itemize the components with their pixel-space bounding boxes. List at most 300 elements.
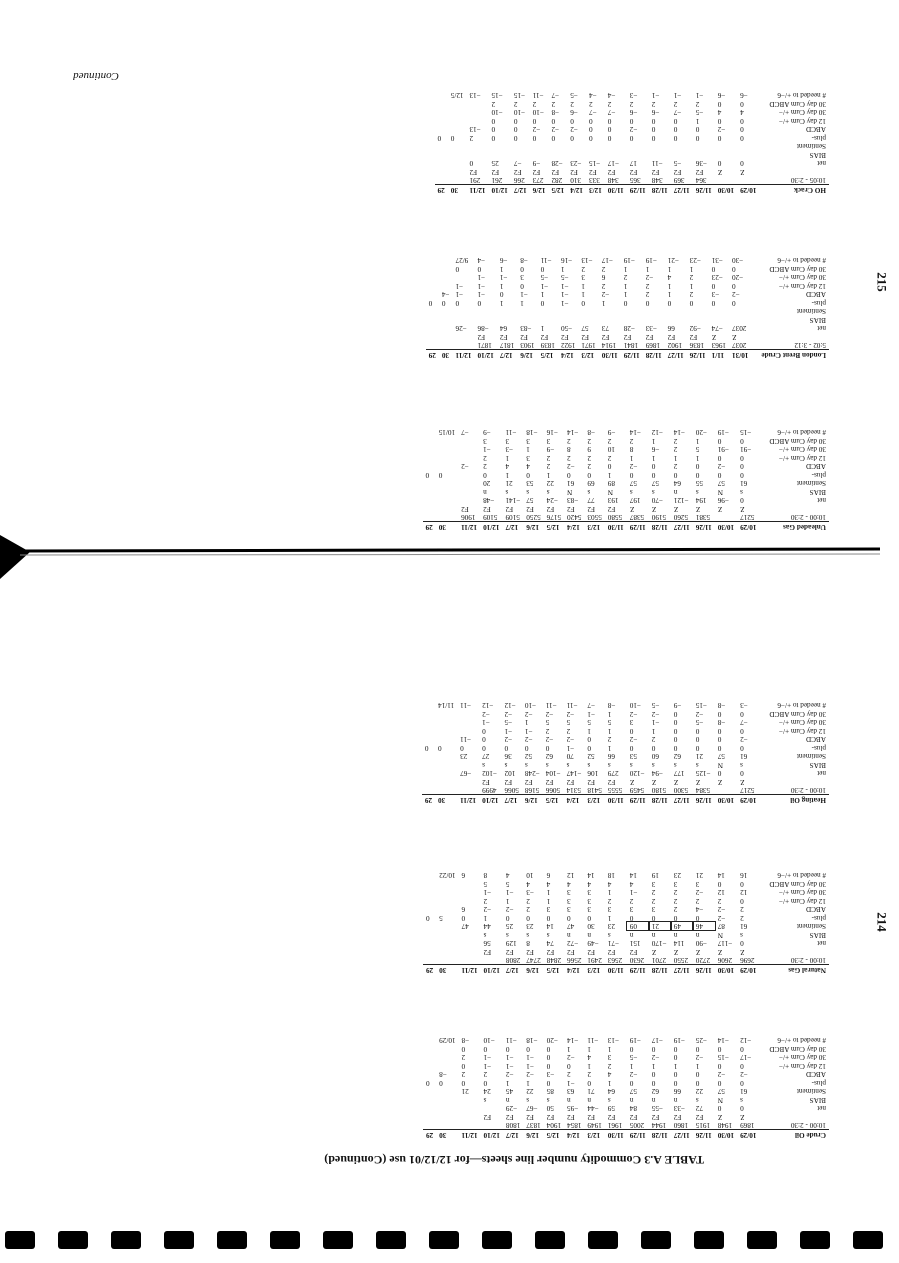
- table-cell: 3: [567, 905, 571, 914]
- date-header: 12/5: [543, 795, 564, 805]
- table-cell: Z: [673, 778, 679, 786]
- table-cell: s: [545, 761, 549, 769]
- table-cell: −13: [469, 91, 481, 100]
- table-cell: F2: [645, 333, 654, 341]
- table-cell: [538, 307, 558, 316]
- table-cell: 2: [570, 100, 574, 108]
- table-cell: −90: [695, 939, 707, 948]
- table-cell: 4: [505, 871, 510, 880]
- table-cell: 0: [587, 1079, 592, 1087]
- table-cell: [436, 888, 458, 897]
- date-header: 10/30: [715, 965, 737, 975]
- table-cell: 0: [651, 1045, 656, 1053]
- table-cell: [436, 1045, 458, 1054]
- row-label: BIAS: [809, 151, 826, 159]
- row-label: 10:00 - 2:30: [790, 786, 826, 795]
- table-cell: −2: [461, 462, 469, 471]
- table-cell: −49: [587, 939, 599, 948]
- table-cell: 0: [469, 159, 474, 168]
- table-cell: 5066: [504, 786, 519, 795]
- table-cell: [422, 710, 435, 719]
- table-cell: 0: [740, 1079, 744, 1087]
- date-header: 10/29: [737, 185, 759, 195]
- table-cell: 1: [607, 727, 612, 735]
- table-cell: Z: [651, 505, 657, 513]
- table-cell: −1: [455, 282, 464, 290]
- table-cell: 1: [520, 299, 524, 307]
- table-cell: 2: [740, 905, 744, 914]
- table-row: [423, 1087, 829, 1096]
- table-cell: [436, 462, 458, 471]
- date-header: 29: [426, 350, 439, 360]
- table-cell: [448, 151, 467, 160]
- table-cell: −1: [524, 727, 533, 735]
- table-cell: −170: [651, 939, 667, 948]
- table-cell: 2: [601, 265, 606, 273]
- table-cell: n: [483, 488, 487, 496]
- table-cell: 0: [651, 1070, 656, 1079]
- table-cell: 5: [695, 445, 700, 454]
- table-cell: −71: [607, 939, 620, 948]
- date-header: 11/27: [671, 522, 693, 532]
- table-cell: 1961: [607, 1121, 623, 1130]
- table-cell: [426, 282, 439, 291]
- table-row: [426, 256, 829, 265]
- table-cell: −6: [651, 108, 660, 117]
- table-cell: 0: [651, 471, 656, 479]
- date-header: 11/30: [605, 1130, 627, 1140]
- table-cell: [671, 151, 693, 160]
- table-cell: [511, 151, 530, 160]
- table-cell: −121: [673, 496, 689, 505]
- table-row: [423, 888, 829, 897]
- table-cell: [436, 1113, 458, 1122]
- table-row: [422, 769, 829, 778]
- tractor-hole: [588, 1231, 618, 1249]
- date-header: 10/29: [737, 965, 759, 975]
- table-cell: 0: [717, 727, 722, 735]
- table-cell: −19: [673, 1036, 686, 1045]
- header-row: [426, 350, 829, 360]
- table-cell: 21: [505, 479, 513, 488]
- table-cell: 0: [651, 462, 656, 471]
- date-header: 12/5: [538, 350, 558, 360]
- table-row: [423, 1104, 829, 1113]
- table-cell: −20: [546, 1036, 558, 1045]
- table-cell: 1854: [567, 1121, 582, 1130]
- table-cell: −10: [629, 701, 642, 710]
- table-cell: 57: [629, 479, 637, 488]
- table-cell: −9: [607, 428, 616, 437]
- table-cell: [423, 922, 436, 931]
- table-cell: [475, 316, 497, 325]
- table-cell: −23: [711, 273, 723, 282]
- date-header: 30: [435, 795, 457, 805]
- table-title: TABLE A.3 Commodity number line sheets—for 12/12/01 use (Continued): [324, 1153, 704, 1167]
- table-cell: 0: [717, 710, 722, 718]
- table-cell: s: [546, 931, 550, 939]
- table-cell: −10: [491, 108, 503, 117]
- table-cell: [436, 496, 458, 505]
- table-cell: −1: [561, 290, 569, 299]
- table-cell: 1948: [717, 1121, 733, 1130]
- table-cell: 4: [526, 880, 530, 888]
- table-cell: [436, 437, 458, 446]
- date-header: 10/30: [715, 795, 737, 805]
- table-row: [423, 462, 829, 471]
- tractor-hole: [482, 1231, 512, 1249]
- table-cell: s: [483, 931, 487, 939]
- table-cell: 3: [673, 880, 678, 888]
- table-cell: −86: [477, 324, 489, 333]
- table-cell: −7: [740, 718, 748, 727]
- date-header: 11/29: [627, 522, 649, 532]
- table-cell: [436, 1121, 458, 1130]
- table-cell: 2720: [695, 956, 711, 965]
- table-cell: 3: [651, 905, 656, 914]
- table-cell: [459, 1096, 481, 1105]
- table-cell: [435, 142, 448, 151]
- table-cell: −15: [740, 428, 752, 437]
- table-cell: 5: [607, 718, 612, 727]
- table-cell: 5260: [673, 513, 689, 522]
- tractor-hole: [853, 1231, 883, 1249]
- table-cell: [458, 488, 480, 497]
- table-cell: 0: [581, 299, 585, 307]
- table-cell: [737, 176, 759, 185]
- table-cell: 0: [629, 471, 634, 479]
- table-cell: −2: [526, 1070, 534, 1079]
- table-cell: 0: [461, 914, 466, 922]
- table-cell: −2: [717, 462, 726, 471]
- table-cell: 14: [546, 922, 554, 931]
- table-cell: 61: [740, 479, 748, 488]
- table-cell: −3: [546, 1070, 555, 1079]
- table-cell: F2: [629, 948, 638, 956]
- header-row: [435, 185, 829, 195]
- table-cell: −141: [505, 496, 521, 505]
- table-cell: −5: [695, 108, 704, 117]
- table-cell: −31: [711, 256, 723, 265]
- row-label: net: [817, 324, 826, 333]
- date-header: 12/4: [558, 350, 578, 360]
- table-cell: 5217: [740, 513, 755, 522]
- table-cell: 0: [717, 471, 722, 479]
- table-cell: s: [740, 488, 743, 496]
- table-cell: F2: [567, 505, 575, 513]
- table-cell: 0: [695, 462, 700, 471]
- table-cell: 36: [504, 752, 512, 761]
- table-cell: F2: [505, 1113, 514, 1121]
- row-label: [751, 333, 829, 342]
- table-cell: 24: [483, 1087, 491, 1096]
- table-cell: 87: [717, 922, 725, 931]
- table-cell: −4: [589, 91, 597, 100]
- table-cell: n: [567, 931, 571, 939]
- tractor-hole: [800, 1231, 830, 1249]
- table-cell: [436, 1096, 458, 1105]
- table-cell: [457, 778, 479, 787]
- table-cell: F2: [499, 333, 508, 341]
- table-cell: −2: [629, 710, 638, 718]
- table-cell: s: [651, 488, 655, 496]
- table-cell: 0: [695, 744, 700, 752]
- table-cell: F2: [483, 1113, 492, 1121]
- date-header: 30: [436, 522, 458, 532]
- table-cell: 0: [629, 727, 634, 735]
- date-header: 10/29: [737, 1130, 759, 1140]
- table-cell: −2: [651, 710, 660, 718]
- date-header: 11/28: [649, 522, 671, 532]
- date-header: 11/29: [621, 350, 643, 360]
- table-cell: 0: [740, 1104, 744, 1113]
- table-cell: 61: [740, 1087, 748, 1096]
- table-cell: 0: [695, 125, 700, 134]
- table-cell: −19: [623, 256, 635, 265]
- table-cell: −14: [629, 428, 642, 437]
- table-cell: [649, 151, 671, 160]
- table-cell: 2: [526, 897, 530, 905]
- table-cell: 57: [717, 752, 725, 761]
- table-row: [426, 324, 829, 333]
- table-cell: 1: [629, 454, 634, 462]
- date-header: 11/28: [649, 185, 671, 195]
- table-cell: s: [566, 761, 570, 769]
- date-header: 12/5: [548, 185, 567, 195]
- table-cell: 46: [693, 922, 715, 931]
- table-cell: 0: [426, 914, 430, 922]
- table-cell: −2: [717, 905, 726, 914]
- table-cell: 2: [607, 454, 612, 462]
- table-cell: −15: [589, 159, 601, 168]
- table-cell: 0: [482, 727, 486, 735]
- table-cell: 12/5: [450, 91, 464, 100]
- table-cell: −3: [711, 290, 720, 299]
- header-row: [423, 1130, 829, 1140]
- table-cell: −2: [695, 888, 704, 897]
- table-cell: −1: [561, 282, 569, 290]
- table-row: [423, 488, 829, 497]
- table-cell: 5418: [587, 786, 602, 795]
- table-cell: −2: [695, 1053, 704, 1062]
- table-cell: F2: [589, 168, 597, 176]
- commodity-name: Natural Gas: [759, 965, 829, 975]
- table-cell: −7: [461, 428, 469, 437]
- table-cell: −72: [567, 939, 579, 948]
- table-cell: 4: [667, 273, 672, 282]
- table-cell: 0: [740, 939, 744, 948]
- table-cell: 0: [717, 437, 722, 445]
- table-cell: [423, 1096, 436, 1105]
- table-cell: 71: [587, 1087, 595, 1096]
- table-cell: [426, 316, 439, 325]
- table-cell: 3: [695, 880, 700, 888]
- table-cell: 0: [546, 1053, 551, 1062]
- table-cell: [448, 159, 467, 168]
- table-cell: 2: [651, 100, 656, 108]
- table-cell: −11: [505, 1036, 517, 1045]
- table-cell: 0: [732, 265, 736, 273]
- table-cell: 0: [711, 265, 716, 273]
- commodity-name: Crude Oil: [759, 1130, 829, 1140]
- table-cell: 2037: [732, 324, 747, 333]
- table-cell: F2: [629, 1113, 638, 1121]
- table-cell: −4: [607, 91, 616, 100]
- table-cell: [459, 1121, 481, 1130]
- table-cell: 0: [717, 117, 722, 125]
- table-cell: −10: [532, 108, 544, 117]
- table-cell: [448, 168, 467, 177]
- table-cell: 4999: [482, 786, 497, 795]
- table-cell: 0: [546, 1045, 551, 1053]
- table-cell: [467, 108, 489, 117]
- table-cell: [436, 939, 458, 948]
- table-cell: −1: [483, 445, 491, 454]
- date-header: 12/11: [459, 1130, 481, 1140]
- table-cell: n: [587, 1096, 592, 1104]
- date-header: 11/30: [605, 522, 627, 532]
- table-cell: [423, 1087, 436, 1096]
- table-cell: 69: [587, 479, 595, 488]
- date-header: 12/4: [567, 185, 586, 195]
- table-cell: −102: [482, 769, 497, 778]
- table-cell: s: [740, 761, 743, 769]
- table-cell: F2: [673, 168, 682, 176]
- tractor-hole: [58, 1231, 88, 1249]
- date-header: 11/26: [687, 350, 709, 360]
- row-label: BIAS: [809, 761, 826, 769]
- row-label: plus-: [811, 134, 826, 142]
- table-cell: 1: [505, 897, 510, 905]
- table-cell: 0: [504, 744, 509, 752]
- table-cell: −7: [589, 108, 597, 117]
- table-cell: [423, 1045, 436, 1054]
- table-cell: F2: [651, 1113, 660, 1121]
- table-cell: n: [629, 1096, 634, 1104]
- table-cell: 0: [491, 125, 496, 134]
- table-row: [423, 1113, 829, 1122]
- date-header: 12/5: [544, 1130, 564, 1140]
- table-cell: s: [607, 761, 611, 769]
- table-cell: 23: [673, 871, 681, 880]
- table-cell: −1: [561, 299, 569, 307]
- tractor-hole: [5, 1231, 35, 1249]
- table-cell: 2: [589, 100, 593, 108]
- table-cell: −5: [570, 91, 578, 100]
- table-cell: −9: [483, 428, 491, 437]
- table-cell: 5314: [566, 786, 581, 795]
- table-cell: F2: [581, 333, 589, 341]
- table-cell: 279: [607, 769, 619, 778]
- table-cell: 0: [695, 735, 700, 744]
- table-cell: −19: [629, 1036, 642, 1045]
- table-cell: 0: [740, 727, 744, 735]
- table-cell: 365: [629, 176, 641, 185]
- table-cell: F2: [505, 505, 514, 513]
- table-cell: 0: [526, 914, 530, 922]
- table-cell: 61: [740, 922, 748, 931]
- date-header: 10/30: [715, 1130, 737, 1140]
- table-cell: n: [673, 488, 678, 496]
- table-cell: −2: [717, 125, 726, 134]
- table-cell: 291: [469, 176, 481, 185]
- table-cell: F2: [561, 333, 569, 341]
- table-cell: 5: [545, 718, 550, 727]
- table-cell: [458, 471, 480, 480]
- table-cell: F2: [545, 778, 554, 786]
- date-header: 12/10: [480, 522, 502, 532]
- table-cell: 0: [567, 471, 571, 479]
- table-cell: 0: [461, 1062, 466, 1070]
- date-header: 11/28: [643, 350, 665, 360]
- table-cell: 0: [651, 914, 656, 922]
- date-header: 10/31: [729, 350, 751, 360]
- table-cell: 30: [587, 922, 595, 931]
- table-cell: Z: [673, 505, 679, 513]
- table-cell: 57: [581, 324, 589, 333]
- table-cell: 2: [645, 282, 650, 290]
- table-row: [426, 341, 829, 350]
- row-label: [759, 505, 829, 514]
- table-cell: s: [740, 931, 743, 939]
- table-cell: −11: [460, 735, 472, 744]
- table-cell: 0: [717, 1045, 722, 1053]
- table-cell: 77: [587, 496, 595, 505]
- table-cell: −2: [545, 735, 554, 744]
- table-cell: 0: [673, 1045, 678, 1053]
- table-cell: 0: [551, 134, 556, 142]
- date-header: 11/27: [671, 965, 693, 975]
- table-cell: [435, 769, 457, 778]
- table-cell: [649, 142, 671, 151]
- row-label: # needed to +/−6: [777, 428, 826, 437]
- table-cell: [435, 735, 457, 744]
- divider-shadow: [20, 554, 880, 555]
- table-cell: Z: [717, 948, 723, 956]
- table-cell: 1: [607, 914, 612, 922]
- table-cell: [436, 1104, 458, 1113]
- row-label: BIAS: [809, 488, 826, 496]
- table-cell: [643, 307, 665, 316]
- table-cell: 0: [695, 1079, 700, 1087]
- date-header: 29: [423, 965, 436, 975]
- table-cell: 0: [505, 914, 510, 922]
- table-cell: −125: [695, 769, 711, 778]
- table-cell: 0: [673, 1070, 678, 1079]
- table-cell: 8: [483, 871, 488, 880]
- table-cell: −6: [570, 108, 578, 117]
- table-row: [426, 282, 829, 291]
- table-cell: 4: [587, 880, 592, 888]
- table-cell: −8: [587, 428, 596, 437]
- table-cell: 2: [461, 1053, 466, 1062]
- table-cell: Z: [732, 333, 737, 341]
- table-cell: 70: [566, 752, 574, 761]
- table-cell: [737, 151, 759, 160]
- table-cell: [439, 256, 453, 265]
- table-cell: −2: [732, 290, 740, 299]
- crude-oil-table: [423, 1036, 829, 1140]
- table-cell: [435, 761, 457, 770]
- page-number: 214: [874, 912, 890, 932]
- table-row: [435, 91, 829, 100]
- table-cell: [423, 1062, 436, 1071]
- table-cell: F2: [587, 1113, 596, 1121]
- table-cell: [423, 437, 436, 446]
- table-cell: [729, 316, 751, 325]
- table-cell: [530, 151, 549, 160]
- table-row: [435, 134, 829, 143]
